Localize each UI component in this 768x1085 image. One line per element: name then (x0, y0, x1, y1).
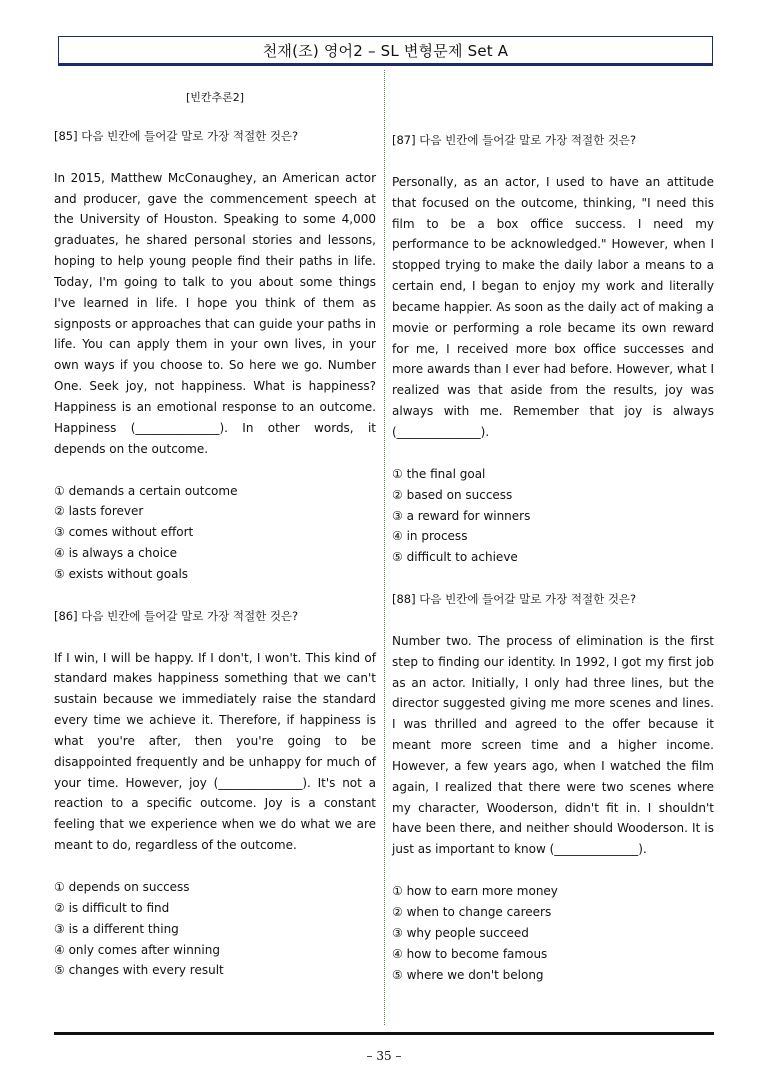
choice-item: ④ how to become famous (392, 946, 548, 961)
worksheet-title: 천재(조) 영어2 – SL 변형문제 Set A (262, 41, 509, 60)
choice-item: ② based on success (392, 487, 513, 502)
question-87-choices (392, 464, 714, 568)
question-86-passage: If I win, I will be happy. If I don't, I won't. This kind of standard makes happiness something that we can't sustain because we immediately raise the standard every time we achieve it. Therefore, if happiness is what you're after, then you're going to be disappointed frequently and be unhappy for much of your time. However, joy (______________). It's not a reaction to a specific outcome. Joy is a constant feeling that we experience when we do what we are meant to do, regardless of the outcome. (54, 650, 376, 853)
choice-item: ① depends on success (54, 880, 190, 894)
question-85-passage: In 2015, Matthew McConaughey, an American actor and producer, gave the commencement speech at the University of Houston. Speaking to some 4,000 graduates, he shared personal stories and lessons, hoping to help young people find their paths in life. Today, I'm going to talk to you about some things I've learned in life. I hope you think of them as signposts or approaches that can guide your paths in life. You can apply them in your own lives, in your own ways if you choose to. So here we go. Number One. Seek joy, not happiness. What is happiness? Happiness is an emotional response to an outcome. Happiness (______________). In other words, it depends on the outcome. (54, 170, 376, 456)
choice-item: ③ is a different thing (54, 921, 179, 936)
choice-item: ③ why people succeed (392, 925, 529, 940)
choice-item: ④ is always a choice (54, 546, 178, 561)
question-86-choices (54, 877, 376, 981)
choice-item: ⑤ changes with every result (54, 963, 224, 978)
choice-item: ① how to earn more money (392, 884, 558, 899)
choice-item: ④ only comes after winning (54, 942, 220, 957)
question-88-title: [88] 다음 빈칸에 들어갈 말로 가장 적절한 것은? (392, 592, 637, 607)
question-87-title: [87] 다음 빈칸에 들어갈 말로 가장 적절한 것은? (392, 133, 637, 147)
worksheet-header (58, 36, 713, 66)
choice-item: ② is difficult to find (54, 900, 170, 915)
question-86-title: [86] 다음 빈칸에 들어갈 말로 가장 적절한 것은? (54, 608, 299, 623)
choice-item: ③ comes without effort (54, 525, 194, 540)
choice-item: ② lasts forever (54, 504, 144, 519)
choice-item: ④ in process (392, 529, 468, 544)
page-number: – 35 – (366, 1049, 402, 1063)
choice-item: ⑤ where we don't belong (392, 967, 544, 982)
choice-item: ① demands a certain outcome (54, 483, 238, 498)
question-87-passage: Personally, as an actor, I used to have an attitude that focused on the outcome, thinking, "I need this film to be a box office success. I need my performance to be acknowledged." However, when I stopped trying to make the daily labor a means to a certain end, I began to enjoy my work and literally became happier. As soon as the daily act of making a movie or performing a role became its own reward for me, I received more box office successes and more awards than I ever had before. However, what I realized was that aside from the results, joy was always with me. Remember that joy is always (______________). (392, 174, 714, 439)
choice-item: ⑤ difficult to achieve (392, 550, 518, 565)
choice-item: ③ a reward for winners (392, 508, 531, 523)
choice-item: ⑤ exists without goals (54, 566, 189, 581)
question-88-passage: Number two. The process of elimination is the first step to finding our identity. In 1992, I got my first job as an actor. Initially, I only had three lines, but the director suggested giving me more scenes and lines. I was thrilled and agreed to the offer because it meant more screen time and a higher income. However, a few years ago, when I watched the film again, I realized that there were two scenes where my character, Wooderson, didn't fit in. I shouldn't have been there, and neither should Wooderson. It is just as important to know (______________). (392, 633, 714, 857)
choice-item: ① the final goal (392, 466, 486, 481)
column-divider (384, 70, 385, 1025)
section-label: [빈칸추론2] (185, 91, 245, 104)
left-column (54, 88, 376, 1002)
right-column (392, 88, 714, 1006)
question-85-title: [85] 다음 빈칸에 들어갈 말로 가장 적절한 것은? (54, 128, 299, 143)
footer-rule (54, 1032, 714, 1035)
question-88-choices (392, 881, 714, 985)
question-85-choices (54, 481, 376, 585)
choice-item: ② when to change careers (392, 905, 552, 919)
